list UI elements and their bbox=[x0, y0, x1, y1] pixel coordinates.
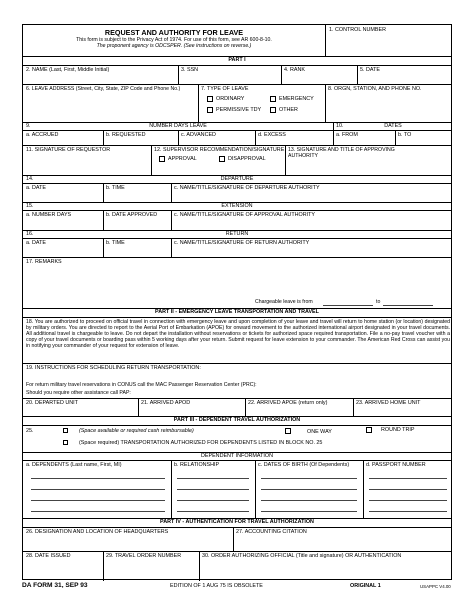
prc-instructions: For return military travel reservations in CONUS call the MAC Passenger Reservation Center (PRC): bbox=[26, 382, 257, 388]
excess-label: d. EXCESS bbox=[258, 132, 286, 138]
ssn-label: 3. SSN bbox=[181, 67, 199, 73]
accrued-label: a. ACCRUED bbox=[26, 132, 59, 138]
name-label: 2. NAME (Last, First, Middle Initial) bbox=[26, 67, 110, 73]
divider bbox=[23, 65, 451, 66]
divider bbox=[198, 84, 199, 122]
divider bbox=[178, 65, 179, 84]
arrived-home-unit-label: 23. ARRIVED HOME UNIT bbox=[356, 400, 421, 406]
rank-label: 4. RANK bbox=[284, 67, 305, 73]
space-required-label: (Space required) TRANSPORTATION AUTHORIZED FOR DEPENDENTS LISTED IN BLOCK NO. 25 bbox=[79, 440, 323, 446]
designation-label: 26. DESIGNATION AND LOCATION OF HEADQUARTERS bbox=[26, 529, 169, 535]
divider bbox=[23, 183, 451, 184]
block-9-label: 9. bbox=[26, 123, 31, 129]
dependent-information-header: DEPENDENT INFORMATION bbox=[201, 453, 273, 459]
permissive-tdy-checkbox[interactable] bbox=[207, 107, 213, 113]
divider bbox=[23, 145, 451, 146]
divider bbox=[255, 460, 256, 518]
extension-authority-label: c. NAME/TITLE/SIGNATURE OF APPROVAL AUTHORITY bbox=[174, 212, 315, 218]
departure-time-label: b. TIME bbox=[106, 185, 125, 191]
disapproval-label: DISAPPROVAL bbox=[228, 156, 266, 162]
divider bbox=[103, 130, 104, 145]
divider bbox=[23, 398, 451, 399]
round-trip-label: ROUND TRIP bbox=[381, 427, 415, 433]
copy-label: ORIGINAL 1 bbox=[350, 583, 381, 589]
type-of-leave-label: 7. TYPE OF LEAVE bbox=[201, 86, 249, 92]
ordinary-checkbox[interactable] bbox=[207, 96, 213, 102]
advanced-label: c. ADVANCED bbox=[181, 132, 216, 138]
divider bbox=[23, 238, 451, 239]
approval-label: APPROVAL bbox=[168, 156, 197, 162]
date-issued-label: 28. DATE ISSUED bbox=[26, 553, 71, 559]
permissive-tdy-label: PERMISSIVE TDY bbox=[216, 107, 262, 113]
control-number-label: 1. CONTROL NUMBER bbox=[329, 27, 387, 33]
divider bbox=[357, 65, 358, 84]
relationship-line[interactable] bbox=[177, 478, 249, 479]
dob-line[interactable] bbox=[261, 478, 357, 479]
extension-days-label: a. NUMBER DAYS bbox=[26, 212, 72, 218]
divider bbox=[23, 257, 451, 258]
travel-instructions: 18. You are authorized to proceed on official travel in connection with emergency leave and upon completion of your leave and travel will return to home station (or location) designated by military orders. You are directed to report to the Aerial Port of Embarkation (APOE) for onward movement to the authorized international airport designated in your travel documents. All additional travel is chargeable to leave. Do not depart the installation without reservations or tickets for authorized space required transportation. File a no-pay travel voucher with a copy of your travel documents or boarding pass within 5 working days after your return. Submit request for leave extension to your commander. The American Red Cross can assist you in notifying your commander of your request for extension of leave. bbox=[26, 319, 450, 349]
emergency-label: EMERGENCY bbox=[279, 96, 314, 102]
divider bbox=[245, 398, 246, 416]
signature-requestor-label: 11. SIGNATURE OF REQUESTOR bbox=[26, 147, 111, 153]
leave-address-label: 6. LEAVE ADDRESS (Street, City, State, ZIP Code and Phone No.) bbox=[26, 86, 181, 92]
arrived-apoe-label: 22. ARRIVED APOE (return only) bbox=[248, 400, 328, 406]
passport-number-label: d. PASSPORT NUMBER bbox=[366, 462, 426, 468]
departed-unit-label: 20. DEPARTED UNIT bbox=[26, 400, 78, 406]
one-way-label: ONE WAY bbox=[307, 429, 332, 435]
divider bbox=[233, 527, 234, 551]
divider bbox=[23, 425, 451, 426]
divider bbox=[23, 130, 451, 131]
space-required-checkbox[interactable] bbox=[63, 440, 68, 445]
round-trip-checkbox[interactable] bbox=[366, 427, 372, 433]
divider bbox=[171, 460, 172, 518]
approval-checkbox[interactable] bbox=[159, 156, 165, 162]
departure-header: DEPARTURE bbox=[220, 176, 254, 182]
divider bbox=[23, 84, 451, 85]
dates-of-birth-label: c. DATES OF BIRTH (Of Dependents) bbox=[258, 462, 350, 468]
arrived-apod-label: 21. ARRIVED APOD bbox=[141, 400, 191, 406]
block-10-label: 10. bbox=[336, 123, 344, 129]
agency-statement: The proponent agency is ODCSPER. (See instructions on reverse.) bbox=[96, 43, 252, 49]
pap-instructions: Should you require other assistance call PAP: bbox=[26, 390, 131, 396]
divider bbox=[103, 551, 104, 581]
passport-line[interactable] bbox=[369, 500, 447, 501]
divider bbox=[281, 65, 282, 84]
dependent-line[interactable] bbox=[31, 500, 165, 501]
ordinary-label: ORDINARY bbox=[216, 96, 245, 102]
scheduling-instructions-label: 19. INSTRUCTIONS FOR SCHEDULING RETURN TRANSPORTATION: bbox=[26, 365, 201, 371]
divider bbox=[23, 527, 451, 528]
divider bbox=[171, 183, 172, 202]
block-25-label: 25. bbox=[26, 428, 34, 434]
divider bbox=[23, 551, 451, 552]
supervisor-recommendation-label: 12. SUPERVISOR RECOMMENDATION/SIGNATURE bbox=[154, 147, 285, 153]
divider bbox=[255, 130, 256, 145]
days-leave-header: NUMBER DAYS LEAVE bbox=[149, 123, 207, 129]
return-time-label: b. TIME bbox=[106, 240, 125, 246]
divider bbox=[325, 84, 326, 122]
dob-line[interactable] bbox=[261, 489, 357, 490]
dependents-label: a. DEPENDENTS (Last name, First, MI) bbox=[26, 462, 122, 468]
divider bbox=[353, 398, 354, 416]
date-label: 5. DATE bbox=[360, 67, 380, 73]
dob-line[interactable] bbox=[261, 511, 357, 512]
remarks-label: 17. REMARKS bbox=[26, 259, 62, 265]
divider bbox=[171, 238, 172, 257]
divider bbox=[395, 130, 396, 145]
divider bbox=[23, 317, 451, 318]
return-date-label: a. DATE bbox=[26, 240, 46, 246]
divider bbox=[285, 145, 286, 175]
relationship-line[interactable] bbox=[177, 500, 249, 501]
usappc-version: USAPPC V4.00 bbox=[420, 584, 451, 589]
chargeable-to-line[interactable] bbox=[383, 305, 433, 306]
divider bbox=[178, 130, 179, 145]
orgn-station-label: 8. ORGN, STATION, AND PHONE NO. bbox=[328, 86, 422, 92]
requested-label: b. REQUESTED bbox=[106, 132, 146, 138]
approving-authority-label: 13. SIGNATURE AND TITLE OF APPROVING AUTHORITY bbox=[288, 147, 395, 159]
divider bbox=[363, 460, 364, 518]
departure-date-label: a. DATE bbox=[26, 185, 46, 191]
divider bbox=[199, 551, 200, 581]
dob-line[interactable] bbox=[261, 500, 357, 501]
relationship-line[interactable] bbox=[177, 489, 249, 490]
part3-title: PART III - DEPENDENT TRAVEL AUTHORIZATION bbox=[173, 417, 301, 423]
disapproval-checkbox[interactable] bbox=[219, 156, 225, 162]
divider bbox=[325, 25, 326, 56]
block-15-label: 15. bbox=[26, 203, 34, 209]
dependent-line[interactable] bbox=[31, 478, 165, 479]
other-checkbox[interactable] bbox=[270, 107, 276, 113]
chargeable-leave-label: Chargeable leave is from bbox=[255, 299, 313, 305]
emergency-checkbox[interactable] bbox=[270, 96, 276, 102]
dates-header: DATES bbox=[384, 123, 402, 129]
passport-line[interactable] bbox=[369, 478, 447, 479]
space-available-checkbox[interactable] bbox=[63, 428, 68, 433]
form-number: DA FORM 31, SEP 93 bbox=[22, 582, 88, 589]
block-14-label: 14. bbox=[26, 176, 34, 182]
dependent-line[interactable] bbox=[31, 489, 165, 490]
divider bbox=[138, 398, 139, 416]
extension-date-label: b. DATE APPROVED bbox=[106, 212, 158, 218]
chargeable-from-line[interactable] bbox=[323, 305, 373, 306]
relationship-line[interactable] bbox=[177, 511, 249, 512]
divider bbox=[171, 210, 172, 230]
divider bbox=[103, 183, 104, 202]
block-16-label: 16. bbox=[26, 231, 34, 237]
authorizing-official-label: 30. ORDER AUTHORIZING OFFICIAL (Title and signature) OR AUTHENTICATION bbox=[202, 553, 402, 559]
edition-notice: EDITION OF 1 AUG 75 IS OBSOLETE bbox=[170, 583, 263, 589]
one-way-checkbox[interactable] bbox=[285, 428, 291, 434]
other-label: OTHER bbox=[279, 107, 298, 113]
departure-authority-label: c. NAME/TITLE/SIGNATURE OF DEPARTURE AUTHORITY bbox=[174, 185, 320, 191]
dependent-line[interactable] bbox=[31, 511, 165, 512]
divider bbox=[151, 145, 152, 175]
relationship-label: b. RELATIONSHIP bbox=[174, 462, 220, 468]
divider bbox=[103, 238, 104, 257]
accounting-citation-label: 27. ACCOUNTING CITATION bbox=[236, 529, 307, 535]
to-label: b. TO bbox=[398, 132, 412, 138]
travel-order-number-label: 29. TRAVEL ORDER NUMBER bbox=[106, 553, 182, 559]
extension-header: EXTENSION bbox=[221, 203, 253, 209]
passport-line[interactable] bbox=[369, 489, 447, 490]
from-label: a. FROM bbox=[336, 132, 358, 138]
divider bbox=[23, 363, 451, 364]
passport-line[interactable] bbox=[369, 511, 447, 512]
part1-title: PART I bbox=[228, 57, 246, 63]
return-authority-label: c. NAME/TITLE/SIGNATURE OF RETURN AUTHORITY bbox=[174, 240, 310, 246]
privacy-statement: This form is subject to the Privacy Act of 1974. For use of this form, see AR 600-8-10. bbox=[76, 37, 272, 43]
space-available-label: (Space available or required cash reimbursable) bbox=[79, 428, 194, 434]
divider bbox=[23, 460, 451, 461]
part4-title: PART IV - AUTHENTICATION FOR TRAVEL AUTHORIZATION bbox=[160, 519, 314, 525]
divider bbox=[103, 210, 104, 230]
part2-title: PART II - EMERGENCY LEAVE TRANSPORTATION AND TRAVEL bbox=[155, 309, 319, 315]
divider bbox=[23, 210, 451, 211]
return-header: RETURN bbox=[225, 231, 249, 237]
chargeable-to-label: to bbox=[376, 299, 381, 305]
form-title: REQUEST AND AUTHORITY FOR LEAVE bbox=[104, 28, 244, 37]
leave-form bbox=[22, 24, 452, 580]
